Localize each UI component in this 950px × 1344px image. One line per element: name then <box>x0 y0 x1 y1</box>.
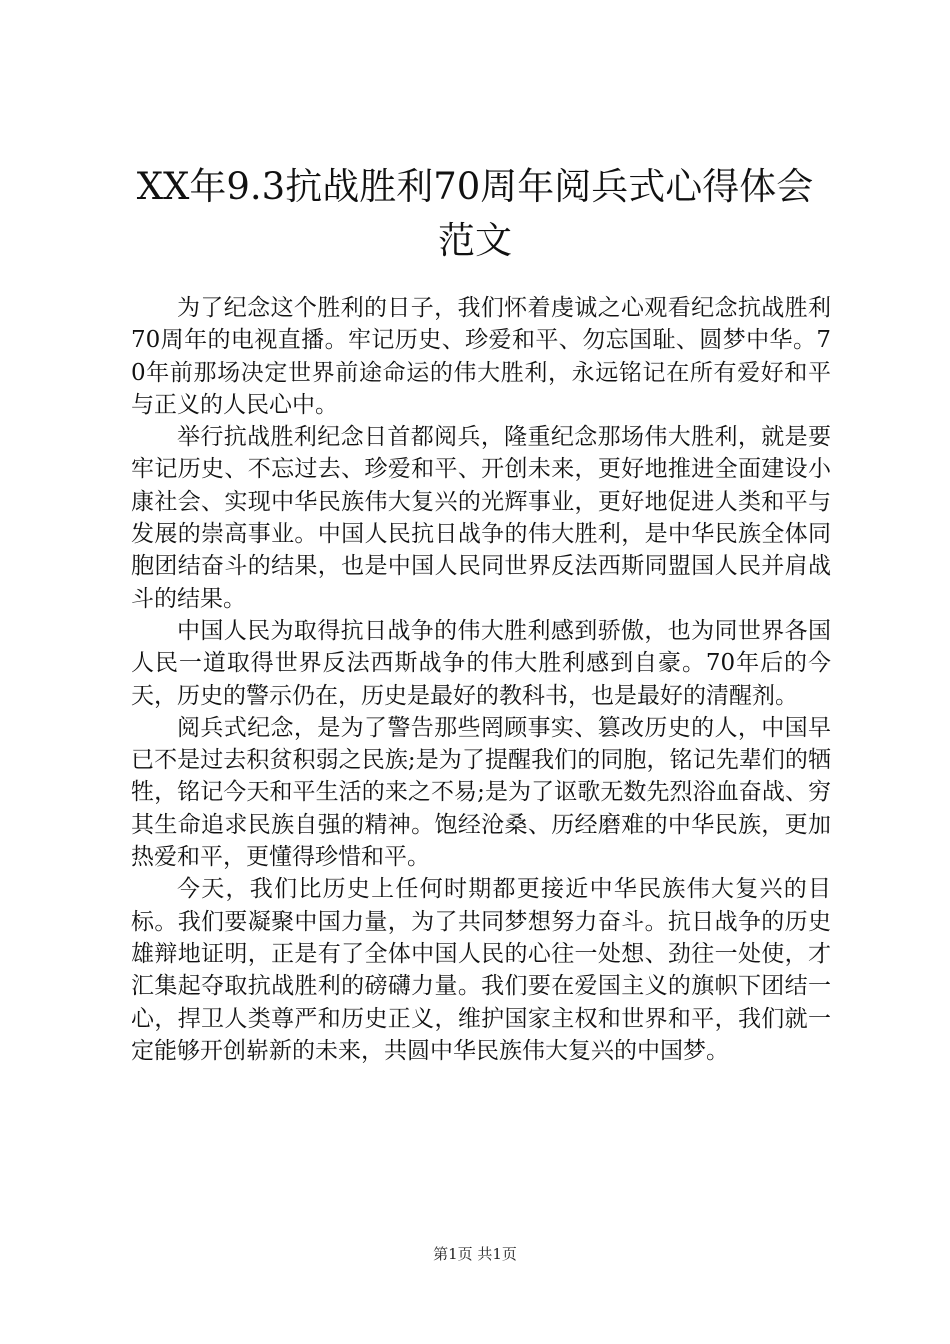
page-footer: 第1页 共1页 <box>433 1245 517 1263</box>
document-body <box>131 292 831 1067</box>
paragraph-4: 阅兵式纪念，是为了警告那些罔顾事实、篡改历史的人，中国早已不是过去积贫积弱之民族;是为了提醒我们的同胞，铭记先辈们的牺牲，铭记今天和平生活的来之不易;是为了讴歌无数先烈浴血奋战、穷其生命追求民族自强的精神。饱经沧桑、历经磨难的中华民族，更加热爱和平，更懂得珍惜和平。 <box>131 714 831 871</box>
document-title: XX年9.3抗战胜利70周年阅兵式心得体会范文 <box>136 165 814 262</box>
paragraph-3: 中国人民为取得抗日战争的伟大胜利感到骄傲，也为同世界各国人民一道取得世界反法西斯战争的伟大胜利感到自豪。70年后的今天，历史的警示仍在，历史是最好的教科书，也是最好的清醒剂。 <box>131 617 831 709</box>
paragraph-2: 举行抗战胜利纪念日首都阅兵，隆重纪念那场伟大胜利，就是要牢记历史、不忘过去、珍爱和平、开创未来，更好地推进全面建设小康社会、实现中华民族伟大复兴的光辉事业，更好地促进人类和平与发展的崇高事业。中国人民抗日战争的伟大胜利，是中华民族全体同胞团结奋斗的结果，也是中国人民同世界反法西斯同盟国人民并肩战斗的结果。 <box>131 424 831 612</box>
paragraph-5: 今天，我们比历史上任何时期都更接近中华民族伟大复兴的目标。我们要凝聚中国力量，为了共同梦想努力奋斗。抗日战争的历史雄辩地证明，正是有了全体中国人民的心往一处想、劲往一处使，才汇集起夺取抗战胜利的磅礴力量。我们要在爱国主义的旗帜下团结一心，捍卫人类尊严和历史正义，维护国家主权和世界和平，我们就一定能够开创崭新的未来，共圆中华民族伟大复兴的中国梦。 <box>131 876 831 1064</box>
paragraph-1: 为了纪念这个胜利的日子，我们怀着虔诚之心观看纪念抗战胜利70周年的电视直播。牢记历史、珍爱和平、勿忘国耻、圆梦中华。70年前那场决定世界前途命运的伟大胜利，永远铭记在所有爱好和平与正义的人民心中。 <box>131 295 831 418</box>
